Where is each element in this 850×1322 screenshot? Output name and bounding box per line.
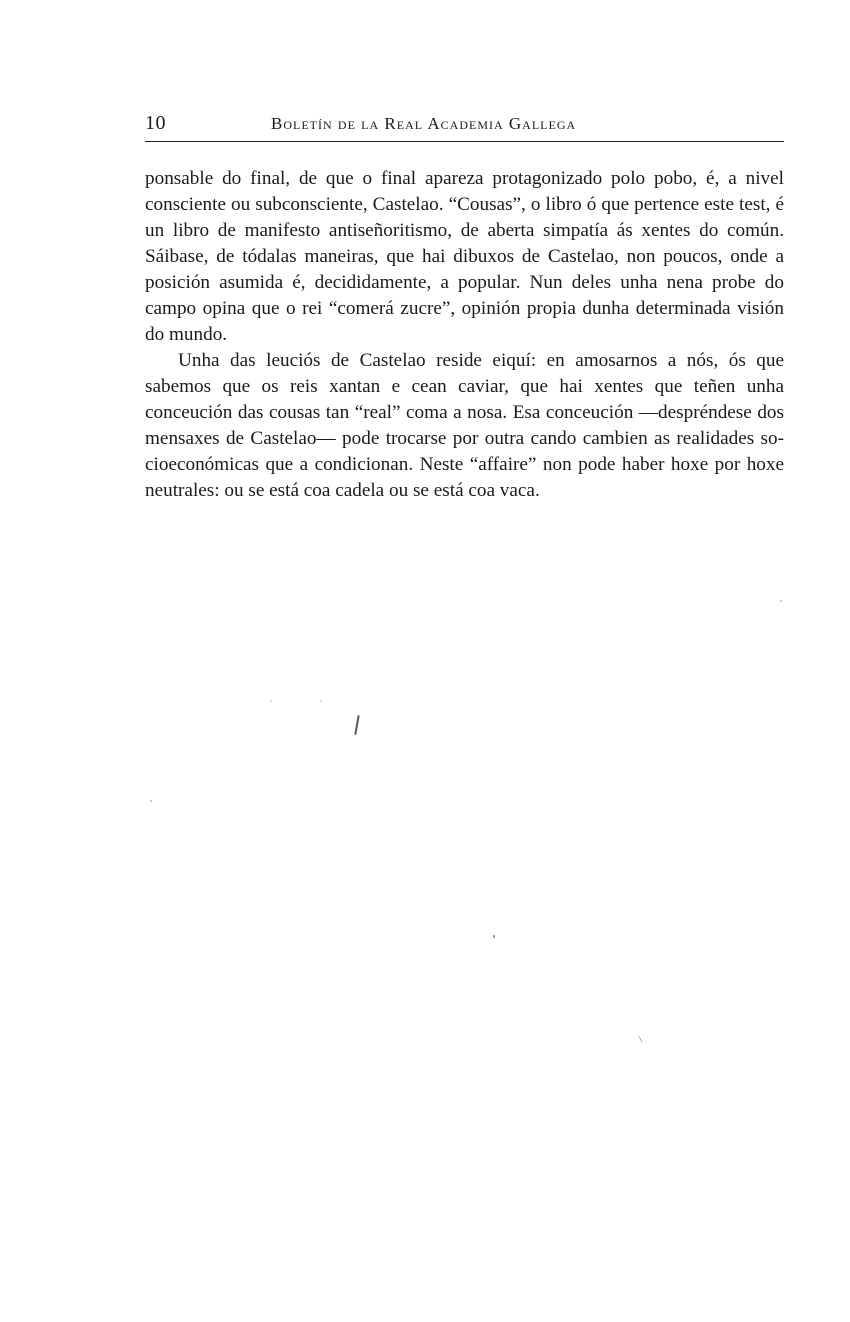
header-rule (145, 141, 784, 142)
paragraph-2: Unha das leuciós de Castelao reside eiquí: en amosarnos a nós, ós que sabemos que os reis xantan e cean caviar, que hai xentes que teñen unha conceución das cousas tan “real” coma a nosa. Esa conceución —despréndese dos mensaxes de Castelao— pode trocarse por outra cando cambien as realidades socioeconómicas que a condicionan. Neste “affaire” non pode haber hoxe por hoxe neutrales: ou se está coa cadela ou se está coa vaca. (145, 350, 784, 501)
scan-speck (780, 600, 782, 602)
paragraph-1: ponsable do final, de que o final apareza protagonizado polo pobo, é, a nivel consciente ou subconsciente, Castelao. “Cousas”, o libro ó que pertence este test, é un libro de manifesto antiseñoritismo, de aberta simpatía ás xentes do común. Sáibase, de tódalas maneiras, que hai dibuxos de Castelao, non poucos, onde a posición asumida é, decididamente, a popular. Nun deles unha nena probe do campo opina que o rei “comerá zucre”, opinión propia dunha determinada visión do mundo. (145, 168, 784, 345)
page-header (145, 112, 784, 142)
scan-speck (638, 1035, 643, 1042)
scan-speck (150, 800, 152, 802)
scan-speck (270, 700, 272, 702)
scan-speck (320, 700, 322, 702)
page-number: 10 (145, 112, 166, 134)
body-text (145, 166, 784, 504)
running-title: Boletín de la Real Academia Gallega (271, 114, 577, 133)
scan-speck (493, 935, 495, 938)
scan-speck (354, 715, 359, 735)
